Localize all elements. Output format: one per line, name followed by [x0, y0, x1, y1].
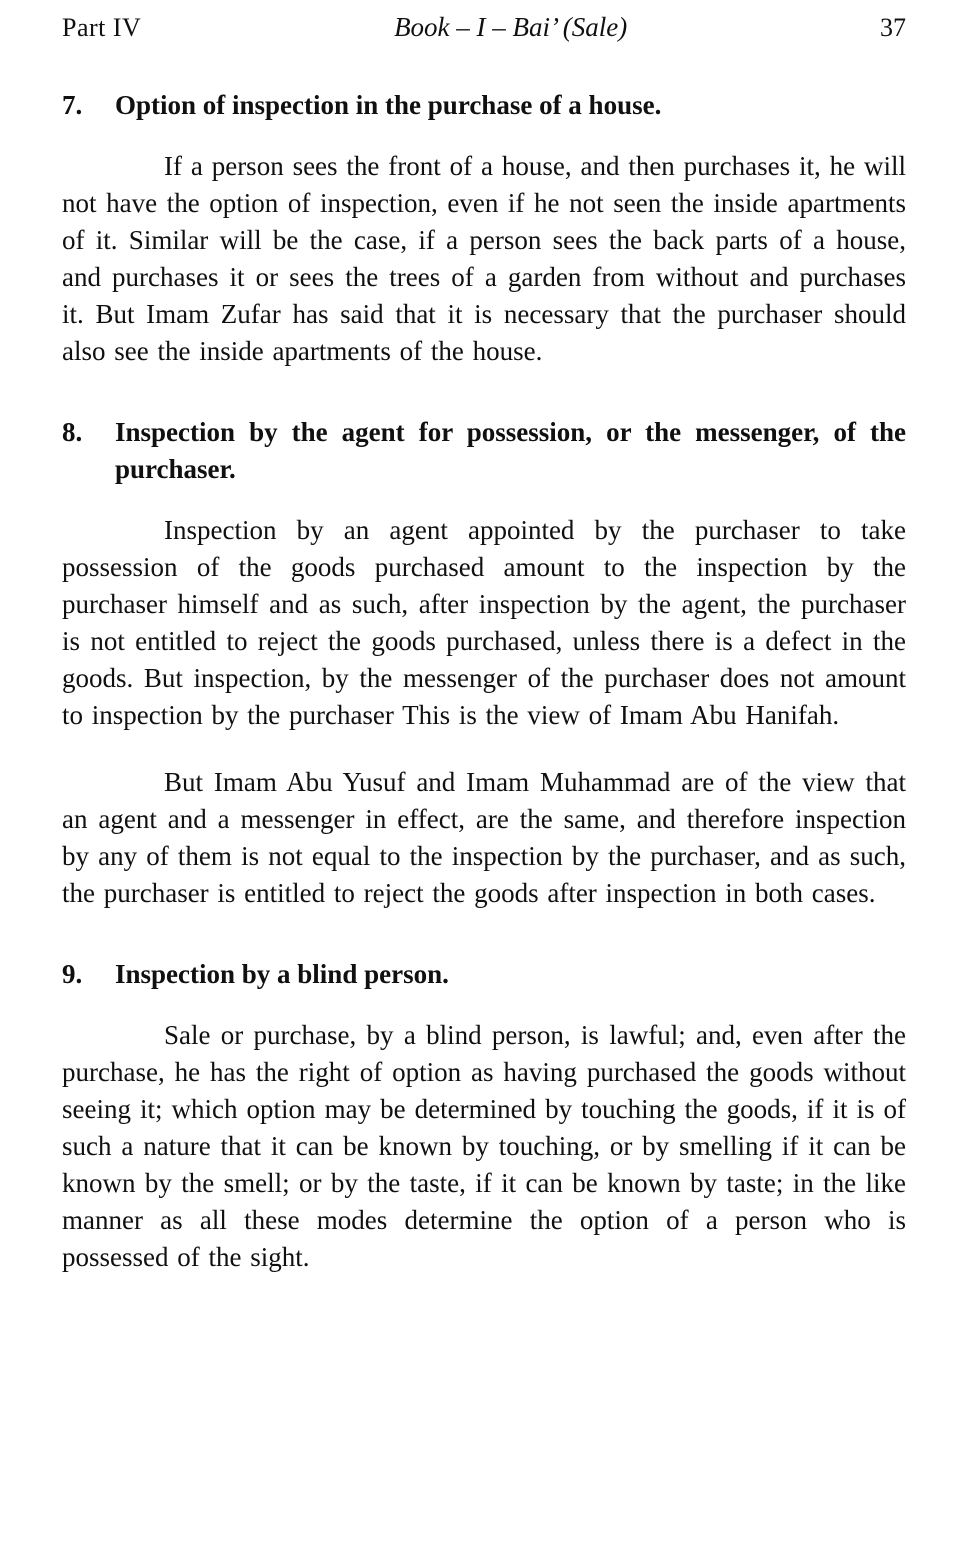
section-title: Inspection by the agent for possession, or the messenger, of the purchaser.: [115, 417, 906, 484]
paragraph: Sale or purchase, by a blind person, is lawful; and, even after the purchase, he has the right of option as having purchased the goods without seeing it; which option may be determined by touching the goods, if it is of such a nature that it can be known by touching, or by smelling if it can be known by the smell; or by the taste, if it can be known by taste; in the like manner as all these modes determine the option of a person who is possessed of the sight.: [62, 1020, 906, 1272]
section-9: [62, 956, 906, 1276]
paragraph: But Imam Abu Yusuf and Imam Muhammad are of the view that an agent and a messenger in effect, are the same, and therefore inspection by any of them is not equal to the inspection by the purchaser, and as such, the purchaser is entitled to reject the goods after inspection in both cases.: [62, 767, 906, 908]
book-title: Book – I – Bai’ (Sale): [394, 12, 628, 42]
section-title: Option of inspection in the purchase of a house.: [115, 90, 662, 120]
page-number: 37: [879, 13, 906, 42]
section-7: [62, 87, 906, 370]
section-heading: [62, 956, 906, 993]
section-title: Inspection by a blind person.: [115, 959, 449, 989]
section-8: [62, 414, 906, 912]
part-label: Part IV: [62, 13, 142, 42]
section-number: 7.: [62, 90, 83, 120]
page-header: [62, 12, 906, 43]
section-heading: [62, 414, 906, 488]
section-number: 9.: [62, 959, 83, 989]
paragraph: If a person sees the front of a house, and then purchases it, he will not have the option of inspection, even if he not seen the inside apartments of it. Similar will be the case, if a person sees the back parts of a house, and purchases it or sees the trees of a garden from without and purchases it. But Imam Zufar has said that it is necessary that the purchaser should also see the inside apartments of the house.: [62, 151, 906, 366]
section-heading: [62, 87, 906, 124]
section-number: 8.: [62, 417, 83, 447]
paragraph: Inspection by an agent appointed by the purchaser to take possession of the goods purchased amount to the inspection by the purchaser himself and as such, after inspection by the agent, the purchaser is not entitled to reject the goods purchased, unless there is a defect in the goods. But inspection, by the messenger of the purchaser does not amount to inspection by the purchaser This is the view of Imam Abu Hanifah.: [62, 515, 906, 730]
